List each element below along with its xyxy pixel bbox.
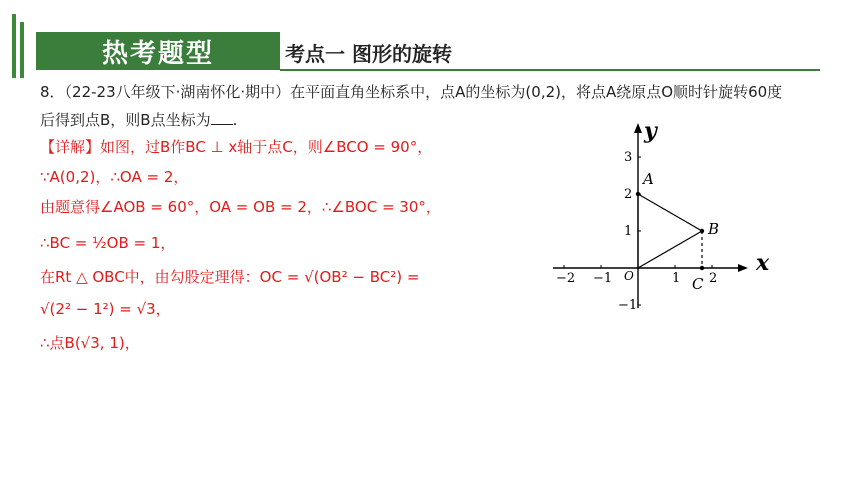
header-underline	[280, 69, 820, 71]
accent-bar-inner	[20, 22, 24, 78]
point-a	[636, 192, 640, 196]
segment-ob	[638, 231, 702, 268]
point-a-label: A	[643, 170, 654, 188]
banner-title: 热考题型	[36, 32, 280, 70]
y-axis-arrow	[634, 123, 642, 133]
question-text-end: .	[232, 111, 238, 129]
accent-bar	[12, 14, 16, 78]
question-source: （22-23八年级下·湖南怀化·期中）	[64, 83, 291, 101]
point-c-label: C	[692, 275, 704, 293]
y-axis-label: y	[644, 118, 657, 144]
point-c	[700, 266, 704, 270]
solution-line-7: ∴点B(√3, 1)，	[40, 334, 140, 352]
y-tick-1: 1	[624, 224, 633, 239]
point-b	[700, 229, 704, 233]
x-tick-2: 2	[709, 271, 718, 286]
solution-line-5: 在Rt △ OBC中，由勾股定理得：OC = √(OB² − BC²) =	[40, 268, 420, 286]
coordinate-graph	[548, 118, 788, 318]
solution-line-2: ∵A(0,2)，∴OA = 2，	[40, 168, 189, 186]
question-text-line2: 后得到点B，则B点坐标为	[40, 111, 211, 129]
solution-line-6: √(2² − 1²) = √3，	[40, 300, 171, 318]
solution-line-3: 由题意得∠AOB = 60°，OA = OB = 2，∴∠BOC = 30°，	[40, 198, 441, 216]
solution-line-4: ∴BC = ½OB = 1，	[40, 234, 176, 252]
x-tick-neg2: −2	[556, 271, 576, 286]
question-number: 8．	[40, 83, 65, 101]
topic-title: 考点一 图形的旋转	[285, 42, 452, 66]
solution-line-1: 【详解】如图，过B作BC ⊥ x轴于点C，则∠BCO = 90°，	[40, 138, 433, 156]
answer-blank	[211, 110, 233, 125]
point-b-label: B	[708, 220, 720, 238]
y-tick-3: 3	[624, 150, 633, 165]
question-text-line1: 在平面直角坐标系中，点A的坐标为(0,2)，将点A绕原点O顺时针旋转60度	[290, 83, 783, 101]
origin-label: O	[624, 269, 634, 283]
y-tick-neg1: −1	[618, 298, 638, 313]
x-tick-1: 1	[672, 271, 681, 286]
x-axis-label: x	[756, 250, 770, 276]
y-tick-2: 2	[624, 187, 633, 202]
x-axis-arrow	[738, 264, 748, 272]
segment-ab	[638, 194, 702, 231]
x-tick-neg1: −1	[593, 271, 613, 286]
